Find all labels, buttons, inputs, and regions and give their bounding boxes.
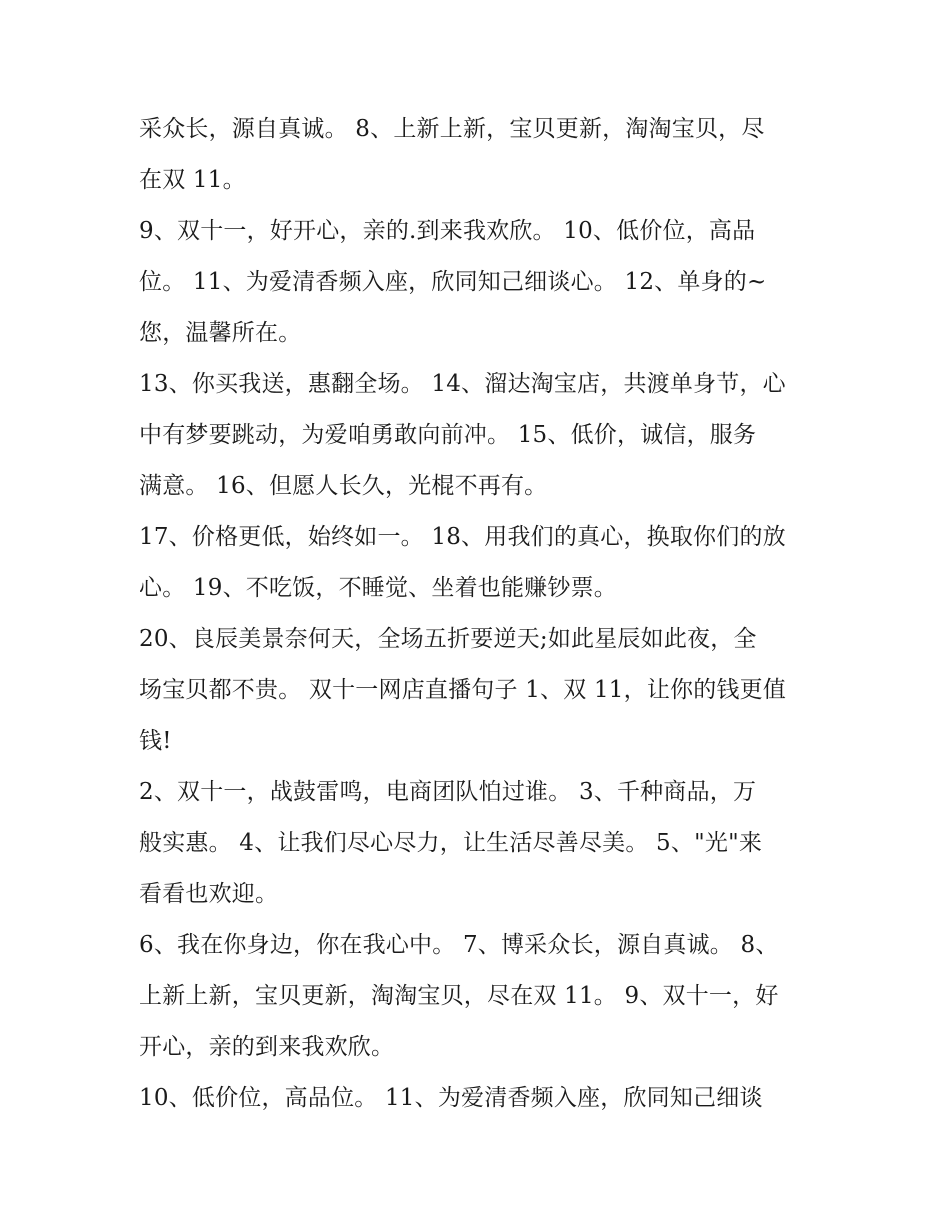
text-line: 20、良辰美景奈何天，全场五折要逆天;如此星辰如此夜，全 <box>139 626 757 652</box>
text-line: 在双 11。 <box>139 167 246 193</box>
text-line: 场宝贝都不贵。 双十一网店直播句子 1、双 11，让你的钱更值 <box>139 677 787 703</box>
text-line: 6、我在你身边，你在我心中。 7、博采众长，源自真诚。 8、 <box>139 932 779 958</box>
text-line: 中有梦要跳动，为爱咱勇敢向前冲。 15、低价，诚信，服务 <box>139 422 757 448</box>
text-line: 看看也欢迎。 <box>139 881 279 907</box>
body-text <box>139 104 829 1124</box>
text-line: 上新上新，宝贝更新，淘淘宝贝，尽在双 11。 9、双十一，好 <box>139 983 779 1009</box>
text-line: 您，温馨所在。 <box>139 320 302 346</box>
text-line: 10、低价位，高品位。 11、为爱清香频入座，欣同知己细谈 <box>139 1085 763 1111</box>
text-line: 满意。 16、但愿人长久，光棍不再有。 <box>139 473 548 499</box>
text-line: 2、双十一，战鼓雷鸣，电商团队怕过谁。 3、千种商品，万 <box>139 779 757 805</box>
text-line: 心。 19、不吃饭，不睡觉、坐着也能赚钞票。 <box>139 575 617 601</box>
text-line: 13、你买我送，惠翻全场。 14、溜达淘宝店，共渡单身节，心 <box>139 371 786 397</box>
text-line: 位。 11、为爱清香频入座，欣同知己细谈心。 12、单身的~ <box>139 269 767 295</box>
text-line: 钱! <box>139 728 172 754</box>
text-line: 般实惠。 4、让我们尽心尽力，让生活尽善尽美。 5、"光"来 <box>139 830 763 856</box>
text-line: 采众长，源自真诚。 8、上新上新，宝贝更新，淘淘宝贝，尽 <box>139 116 765 142</box>
text-line: 开心，亲的到来我欢欣。 <box>139 1034 395 1060</box>
text-line: 9、双十一，好开心，亲的.到来我欢欣。 10、低价位，高品 <box>139 218 756 244</box>
text-line: 17、价格更低，始终如一。 18、用我们的真心，换取你们的放 <box>139 524 786 550</box>
